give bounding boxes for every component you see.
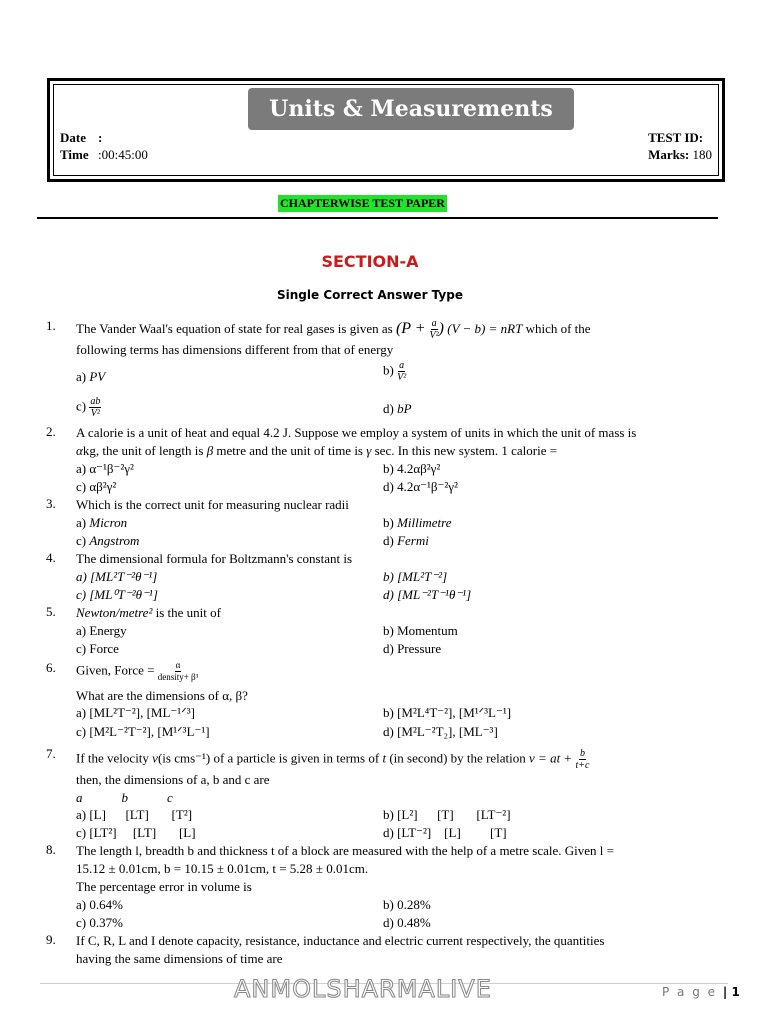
section-subtitle: Single Correct Answer Type bbox=[277, 288, 463, 302]
q9-text-line2: having the same dimensions of time are bbox=[76, 951, 283, 966]
vdw-equation: (P + $\frac{a}{\text{V²}}$ ) bbox=[395, 318, 444, 341]
page-number: P a g e | 1 bbox=[662, 985, 740, 999]
question-text: Given, Force = $\frac{\alpha}{\text{density+ β³}}$ What are the dimensions of α, β? bbox=[76, 660, 716, 705]
option-c[interactable]: c) αβ²γ² bbox=[76, 479, 117, 494]
option-c[interactable]: c) 0.37% bbox=[76, 915, 123, 930]
option-b[interactable]: b) [ML²T⁻²] bbox=[383, 569, 448, 584]
section-title: SECTION-A bbox=[321, 252, 419, 271]
option-d[interactable]: d) [LT⁻²] [L] [T] bbox=[383, 825, 507, 840]
option-b[interactable]: b) Millimetre bbox=[383, 515, 452, 530]
date-value: : bbox=[98, 130, 103, 145]
question-number: 3. bbox=[46, 496, 56, 511]
question-text: If the velocity v(is cms⁻¹) of a particle is given in terms of t (in second) by the relation v = at + $\frac{b}{t+c}$ then, the dimensions of a, b and c are a b c bbox=[76, 746, 716, 807]
meta-left bbox=[60, 129, 148, 163]
q8-text-line1: The length l, breadth b and thickness t of a block are measured with the help of a metre scale. Given l = bbox=[76, 843, 614, 858]
q8-text-line3: The percentage error in volume is bbox=[76, 879, 252, 894]
option-b[interactable]: b) 4.2αβ²γ² bbox=[383, 461, 441, 476]
header-inner-border bbox=[53, 84, 719, 176]
test-id-label: TEST ID: bbox=[648, 130, 704, 145]
option-a[interactable]: a) PV bbox=[76, 369, 106, 384]
marks-label: Marks: bbox=[648, 147, 690, 162]
option-a[interactable]: a) α⁻¹β⁻²γ² bbox=[76, 461, 134, 476]
option-d[interactable]: d) bP bbox=[383, 401, 412, 416]
option-a[interactable]: a) [ML²T⁻²θ⁻¹] bbox=[76, 569, 158, 584]
option-b[interactable]: b) [M²L⁴T⁻²], [M¹ᐟ³L⁻¹] bbox=[383, 705, 512, 720]
option-a[interactable]: a) Energy bbox=[76, 623, 127, 638]
divider-line bbox=[37, 217, 718, 219]
q1-text-line2: following terms has dimensions different from that of energy bbox=[76, 342, 394, 357]
option-d[interactable]: d) 0.48% bbox=[383, 915, 431, 930]
q7-column-headers: a b c bbox=[76, 790, 173, 805]
question-number: 7. bbox=[46, 746, 56, 761]
question-number: 8. bbox=[46, 842, 56, 857]
option-a[interactable]: a) [ML²T⁻²], [ML⁻¹ᐟ³] bbox=[76, 705, 195, 720]
question-text: Newton/metre² is the unit of bbox=[76, 605, 221, 620]
time-value: :00:45:00 bbox=[98, 147, 148, 162]
option-a[interactable]: a) 0.64% bbox=[76, 897, 123, 912]
q8-text-line2: 15.12 ± 0.01cm, b = 10.15 ± 0.01cm, t = 5.28 ± 0.01cm. bbox=[76, 861, 369, 876]
time-label: Time bbox=[60, 147, 89, 162]
option-d[interactable]: d) Pressure bbox=[383, 641, 442, 656]
q7-text-line2: then, the dimensions of a, b and c are bbox=[76, 772, 270, 787]
page-label: P a g e bbox=[662, 985, 718, 999]
option-b[interactable]: b) $\frac{a}{\text{V²}}$ bbox=[383, 360, 407, 383]
option-d[interactable]: d) 4.2α⁻¹β⁻²γ² bbox=[383, 479, 458, 494]
marks-value: 180 bbox=[692, 147, 712, 162]
question-number: 5. bbox=[46, 604, 56, 619]
question-text: The dimensional formula for Boltzmann's constant is bbox=[76, 551, 353, 566]
question-number: 2. bbox=[46, 424, 56, 439]
page-title: Units & Measurements bbox=[248, 88, 574, 130]
option-c[interactable]: c) [LT²] [LT] [L] bbox=[76, 825, 196, 840]
q9-text-line1: If C, R, L and I denote capacity, resistance, inductance and electric current respectively, the quantities bbox=[76, 933, 605, 948]
meta-right bbox=[648, 129, 712, 163]
question-text: The Vander Waal's equation of state for real gases is given as (P + $\frac{a}{\text{V²}}$ ) (V − b) = nRT which of the following terms has dimensions different from that of energy bbox=[76, 318, 716, 359]
question-text bbox=[76, 932, 716, 968]
header-box bbox=[47, 78, 725, 182]
date-label: Date bbox=[60, 130, 86, 145]
option-c[interactable]: c) Angstrom bbox=[76, 533, 140, 548]
question-text bbox=[76, 424, 716, 460]
option-d[interactable]: d) [ML⁻²T⁻¹θ⁻¹] bbox=[383, 587, 472, 602]
option-b[interactable]: b) 0.28% bbox=[383, 897, 431, 912]
option-c[interactable]: c) $\frac{ab}{\text{V²}}$ bbox=[76, 396, 101, 419]
q2-text-line2: αkg, the unit of length is β metre and the unit of time is γ sec. In this new system. 1 calorie = bbox=[76, 443, 558, 458]
question-number: 6. bbox=[46, 660, 56, 675]
option-b[interactable]: b) Momentum bbox=[383, 623, 458, 638]
option-c[interactable]: c) [M²L⁻²T⁻²], [M¹ᐟ³L⁻¹] bbox=[76, 724, 210, 739]
question-text bbox=[76, 842, 716, 896]
option-c[interactable]: c) Force bbox=[76, 641, 119, 656]
q6-text-line2: What are the dimensions of α, β? bbox=[76, 688, 248, 703]
option-b[interactable]: b) [L²] [T] [LT⁻²] bbox=[383, 807, 511, 822]
question-number: 1. bbox=[46, 318, 56, 333]
option-a[interactable]: a) [L] [LT] [T²] bbox=[76, 807, 193, 822]
footer-brand-watermark: ANMOLSHARMALIVE bbox=[234, 975, 492, 1003]
q2-text-line1: A calorie is a unit of heat and equal 4.2 J. Suppose we employ a system of units in which the unit of mass is bbox=[76, 425, 637, 440]
question-number: 9. bbox=[46, 932, 56, 947]
option-d[interactable]: d) [M²L⁻²T₂], [ML⁻³] bbox=[383, 724, 498, 739]
option-c[interactable]: c) [ML⁰T⁻²θ⁻¹] bbox=[76, 587, 158, 602]
chapterwise-banner: CHAPTERWISE TEST PAPER bbox=[280, 196, 445, 210]
question-text: Which is the correct unit for measuring nuclear radii bbox=[76, 497, 349, 512]
option-d[interactable]: d) Fermi bbox=[383, 533, 429, 548]
q1-text-part: which of the bbox=[522, 321, 591, 337]
page-num: 1 bbox=[731, 985, 740, 999]
option-a[interactable]: a) Micron bbox=[76, 515, 128, 530]
question-number: 4. bbox=[46, 550, 56, 565]
q1-text-part: The Vander Waal's equation of state for real gases is given as bbox=[76, 321, 396, 337]
